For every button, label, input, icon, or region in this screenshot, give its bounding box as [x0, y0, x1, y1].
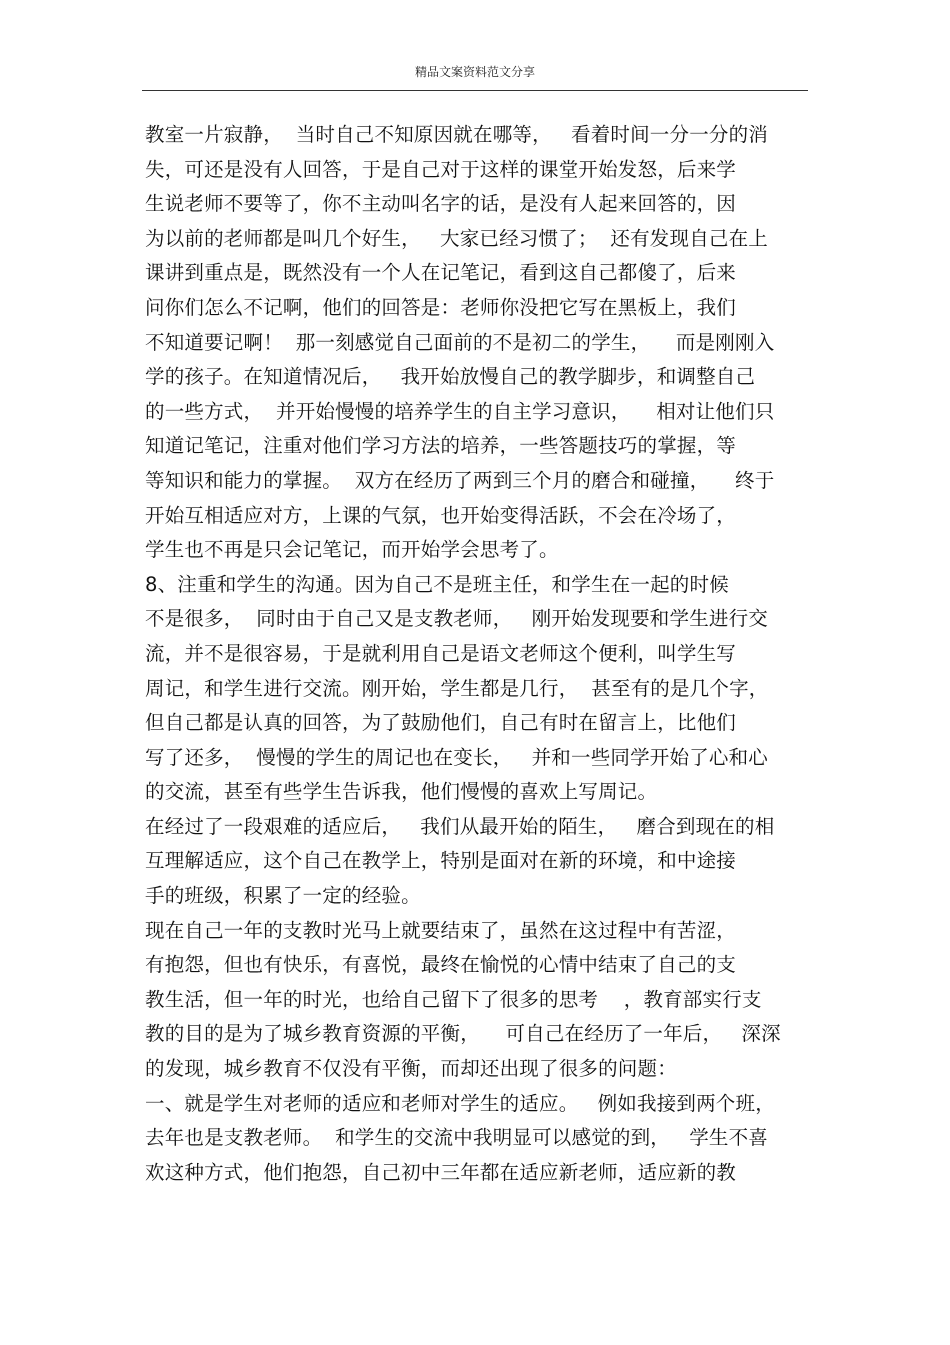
text-line: 的一些方式， 并开始慢慢的培养学生的自主学习意识， 相对让他们只	[145, 399, 775, 423]
text-line: 教生活，但一年的时光，也给自己留下了很多的思考 ，教育部实行支	[145, 987, 762, 1011]
text-line: 学的孩子。在知道情况后， 我开始放慢自己的教学脚步，和调整自己	[145, 365, 756, 389]
text-line: 的发现，城乡教育不仅没有平衡，而却还出现了很多的问题：	[145, 1057, 677, 1081]
text-line: 不是很多， 同时由于自己又是支教老师， 刚开始发现要和学生进行交	[145, 607, 768, 631]
text-line: 8、注重和学生的沟通。因为自己不是班主任，和学生在一起的时候	[145, 572, 729, 596]
text-line: 有抱怨，但也有快乐，有喜悦，最终在愉悦的心情中结束了自己的支	[145, 953, 737, 977]
text-line: 现在自己一年的支教时光马上就要结束了，虽然在这过程中有苦涩，	[145, 918, 737, 942]
text-line: 等知识和能力的掌握。 双方在经历了两到三个月的磨合和碰撞， 终于	[145, 468, 775, 492]
text-line: 教室一片寂静， 当时自己不知原因就在哪等， 看着时间一分一分的消	[145, 123, 768, 146]
text-line: 教的目的是为了城乡教育资源的平衡， 可自己在经历了一年后， 深深	[145, 1022, 781, 1046]
text-line: 生说老师不要等了，你不主动叫名字的话，是没有人起来回答的，因	[145, 192, 737, 216]
text-line: 不知道要记啊！ 那一刻感觉自己面前的不是初二的学生， 而是刚刚入	[145, 330, 775, 354]
text-line: 流，并不是很容易，于是就利用自己是语文老师这个便利，叫学生写	[145, 641, 737, 665]
text-line: 写了还多， 慢慢的学生的周记也在变长， 并和一些同学开始了心和心	[145, 745, 768, 769]
text-line: 欢这种方式，他们抱怨，自己初中三年都在适应新老师，适应新的教	[145, 1160, 737, 1184]
text-line: 手的班级，积累了一定的经验。	[145, 884, 421, 908]
text-line: 在经过了一段艰难的适应后， 我们从最开始的陌生， 磨合到现在的相	[145, 814, 775, 838]
document-body	[145, 118, 815, 1190]
text-line: 学生也不再是只会记笔记，而开始学会思考了。	[145, 538, 559, 562]
page-header-title: 精品文案资料范文分享	[414, 65, 535, 79]
text-line: 问你们怎么不记啊，他们的回答是：老师你没把它写在黑板上，我们	[145, 295, 737, 319]
text-line: 为以前的老师都是叫几个好生， 大家已经习惯了； 还有发现自己在上	[145, 226, 768, 250]
text-line: 周记，和学生进行交流。刚开始，学生都是几行， 甚至有的是几个字，	[145, 676, 769, 700]
text-line: 一、就是学生对老师的适应和老师对学生的适应。 例如我接到两个班，	[145, 1091, 775, 1115]
text-line: 但自己都是认真的回答，为了鼓励他们，自己有时在留言上，比他们	[145, 711, 737, 735]
text-line: 的交流，甚至有些学生告诉我，他们慢慢的喜欢上写周记。	[145, 780, 658, 804]
text-line: 课讲到重点是，既然没有一个人在记笔记，看到这自己都傻了，后来	[145, 261, 737, 285]
text-line: 互理解适应，这个自己在教学上，特别是面对在新的环境，和中途接	[145, 849, 737, 873]
text-line: 去年也是支教老师。 和学生的交流中我明显可以感觉的到， 学生不喜	[145, 1126, 768, 1150]
text-line: 失，可还是没有人回答，于是自己对于这样的课堂开始发怒，后来学	[145, 157, 737, 181]
text-line: 开始互相适应对方，上课的气氛，也开始变得活跃，不会在冷场了，	[145, 503, 737, 527]
text-line: 知道记笔记，注重对他们学习方法的培养，一些答题技巧的掌握，等	[145, 434, 737, 458]
header-divider	[142, 90, 808, 91]
